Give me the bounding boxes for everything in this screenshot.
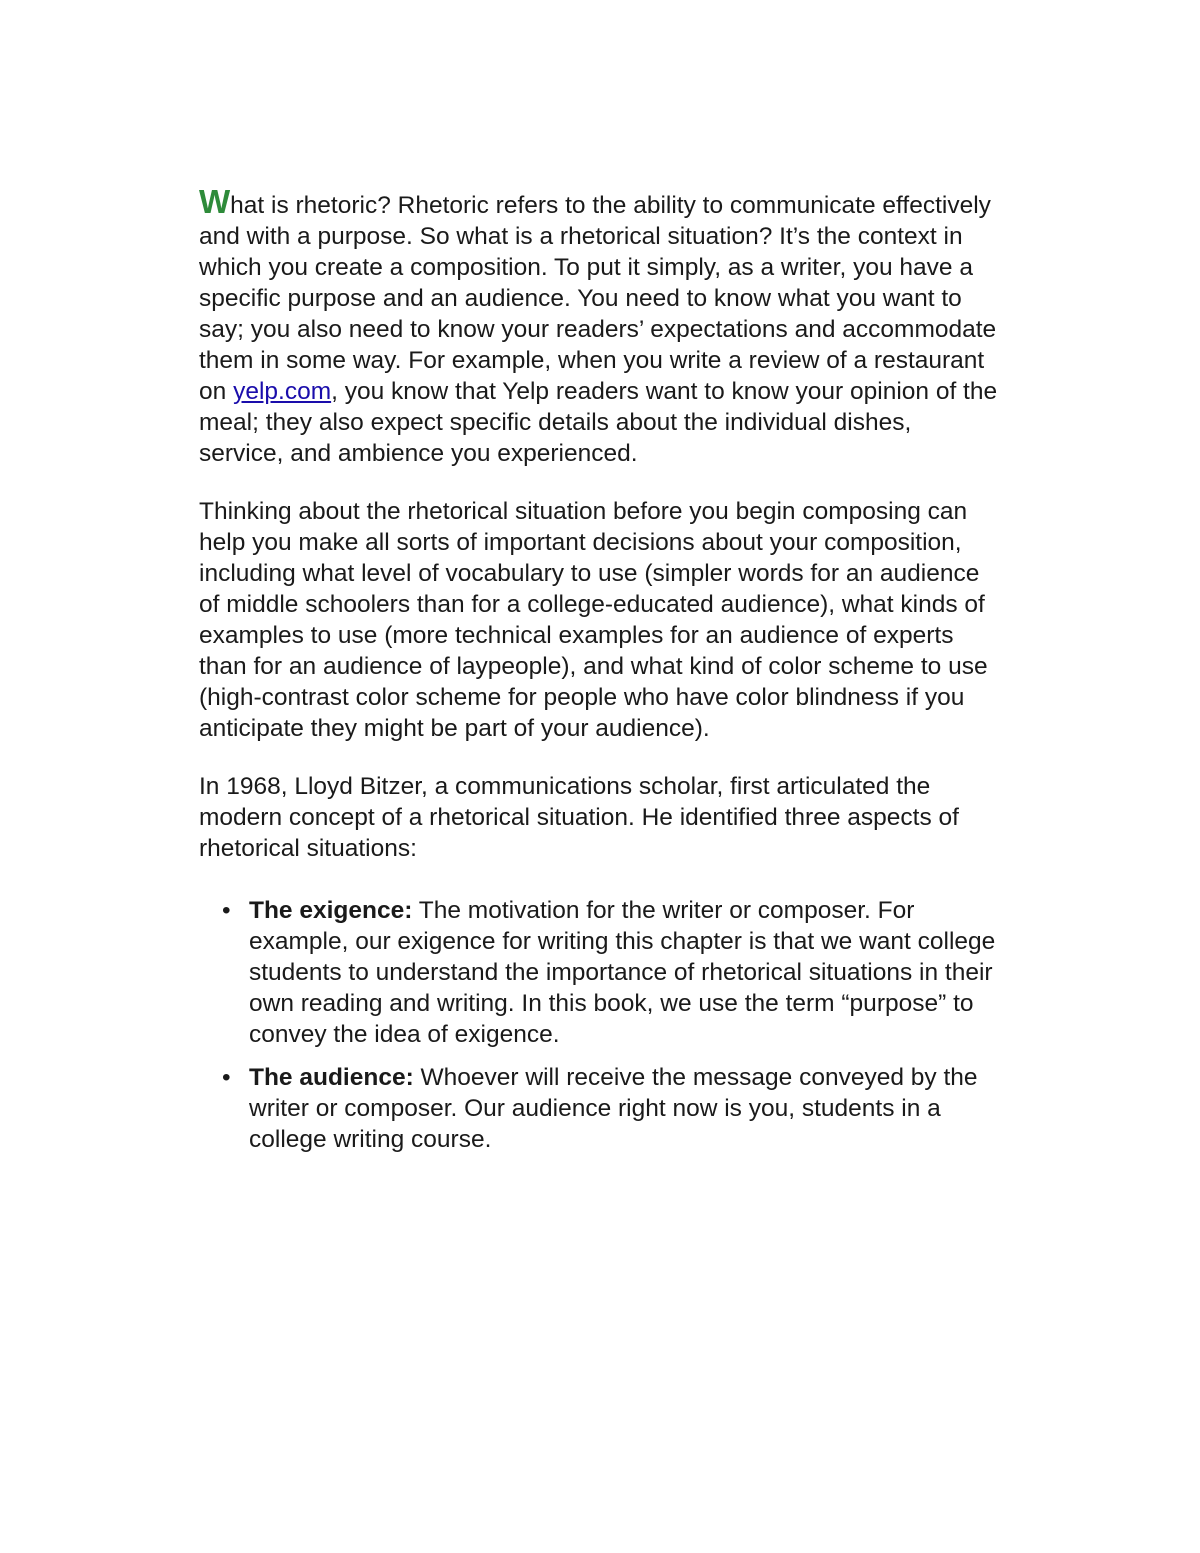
bullet-icon: • <box>222 897 231 924</box>
yelp-link[interactable]: yelp.com <box>233 378 332 405</box>
intro-text-before-link: hat is rhetoric? Rhetoric refers to the ability to communicate effectively and with a purpose. So what is a rhetorical situation? It’s the context in which you create a composition. To put it simply, as a writer, you have a specific purpose and an audience. You need to know what you want to say; you also need to know your readers’ expectations and accommodate them in some way. For example, when you write a review of a restaurant on <box>199 192 997 405</box>
aspects-list <box>199 895 999 1155</box>
list-item-exigence <box>199 895 999 1050</box>
aspect-description: The motivation for the writer or composer. For example, our exigence for writing this chapter is that we want college students to understand the importance of rhetorical situations in their own reading and writing. In this book, we use the term “purpose” to convey the idea of exigence. <box>249 897 996 1048</box>
paragraph-decisions: Thinking about the rhetorical situation before you begin composing can help you make all sorts of important decisions about your composition, including what level of vocabulary to use (simpler words for an audience of middle schoolers than for a college-educated audience), what kinds of examples to use (more technical examples for an audience of experts than for an audience of laypeople), and what kind of color scheme to use (high-contrast color scheme for people who have color blindness if you anticipate they might be part of your audience). <box>199 498 988 742</box>
paragraph-bitzer: In 1968, Lloyd Bitzer, a communications scholar, first articulated the modern concept of a rhetorical situation. He identified three aspects of rhetorical situations: <box>199 773 959 862</box>
intro-text-after-link: , you know that Yelp readers want to know your opinion of the meal; they also expect specific details about the individual dishes, service, and ambience you experienced. <box>199 378 998 467</box>
bullet-icon: • <box>222 1064 231 1091</box>
document-page <box>199 183 999 1167</box>
aspect-description: Whoever will receive the message conveyed by the writer or composer. Our audience right now is you, students in a college writing course. <box>249 1064 978 1153</box>
aspect-term: The audience: <box>249 1064 414 1091</box>
list-item-audience <box>199 1062 999 1155</box>
aspect-term: The exigence: <box>249 897 413 924</box>
drop-cap-letter: W <box>199 183 231 220</box>
paragraph-intro <box>199 183 999 469</box>
